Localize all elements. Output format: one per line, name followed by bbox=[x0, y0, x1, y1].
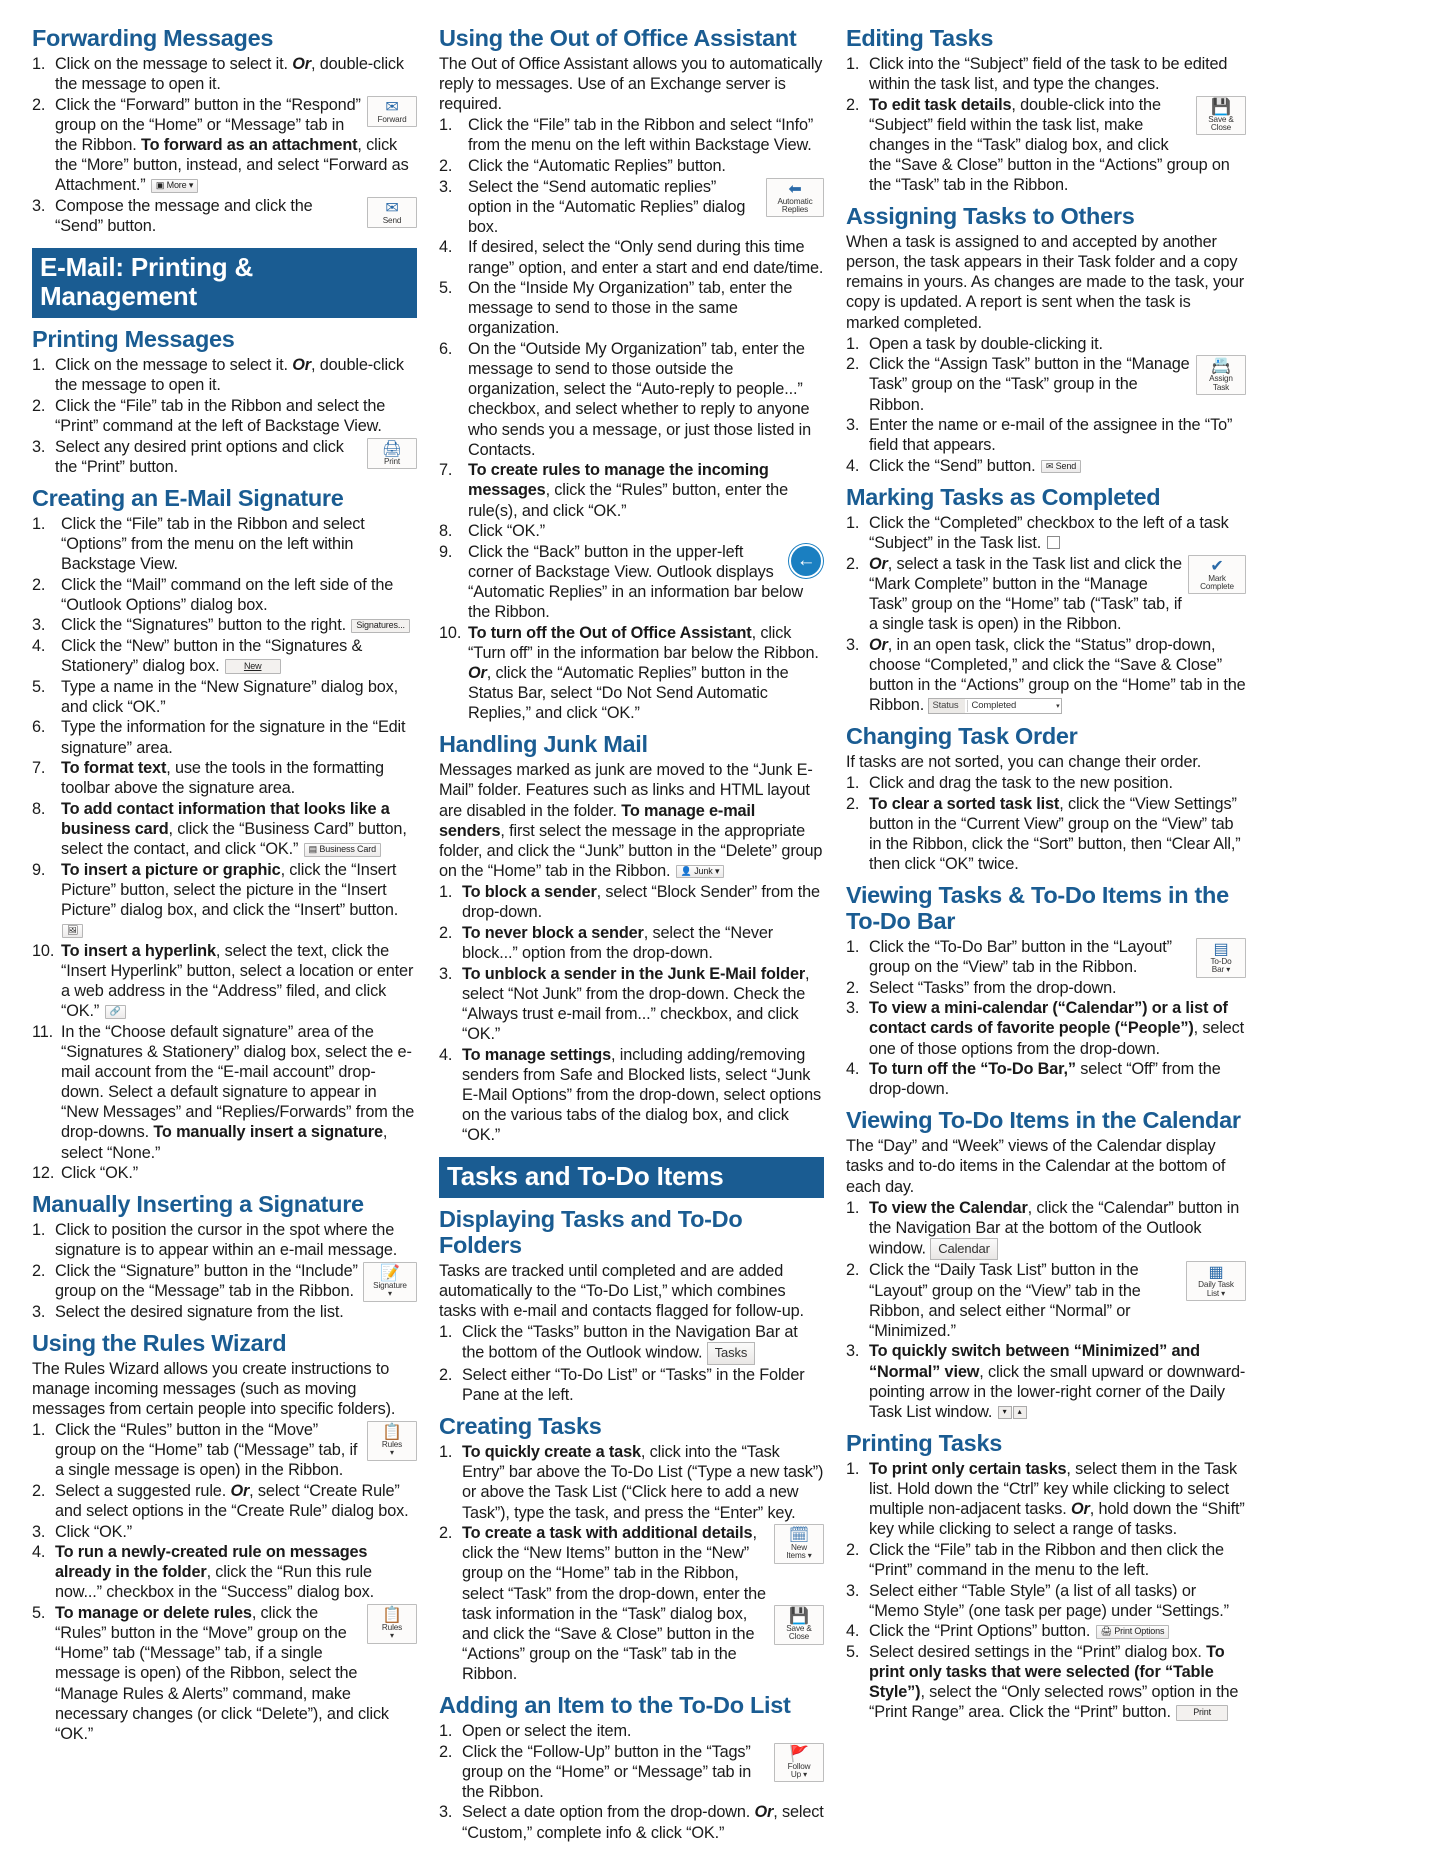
completed-checkbox-icon bbox=[1047, 536, 1060, 549]
list-item: ▤ To-Do Bar ▾ Click the “To-Do Bar” button in the “Layout” group on the “View” tab in the Ribbon. bbox=[846, 937, 1246, 977]
list-item: Open a task by double-clicking it. bbox=[869, 334, 1103, 353]
steps-editing-tasks bbox=[846, 54, 1246, 195]
print-button-icon: Print bbox=[1176, 1705, 1228, 1720]
list-item: ▦ Daily Task List ▾ Click the “Daily Task List” button in the “Layout” group on the “View” tab in the Ribbon, and select either “Normal” or “Minimized.” bbox=[846, 1260, 1246, 1341]
list-item: Click to position the cursor in the spot where the signature is to appear within an e-mail message. bbox=[55, 1221, 398, 1260]
list-item: ✉ Forward Click the “Forward” button in the “Respond” group on the “Home” or “Message” tab in the Ribbon. To forward as an attachment, click the “More” button, instead, and select “Forward as Attachment.” ▣ More ▾ bbox=[32, 95, 417, 196]
list-item: ⬅ Automatic Replies Select the “Send automatic replies” option in the “Automatic Replies” dialog box. bbox=[439, 177, 824, 237]
steps-manual-signature bbox=[32, 1220, 417, 1322]
list-item: ✔ Mark Complete Or, select a task in the Task list and click the “Mark Complete” button in the “Manage Task” group on the “Home” tab (“Task” tab, if a single task is open) in the Ribbon. bbox=[846, 554, 1246, 635]
column-right bbox=[846, 26, 1246, 1861]
list-item: Select desired settings in the “Print” dialog box. To print only tasks that were selected (for “Table Style”), select the “Only selected rows” option in the “Print Range” area. Click the “Print” button. Print bbox=[869, 1642, 1239, 1722]
list-item: Enter the name or e-mail of the assignee in the “To” field that appears. bbox=[869, 416, 1233, 455]
list-item: ✉ Send Compose the message and click the “Send” button. bbox=[32, 196, 417, 236]
column-left bbox=[32, 26, 417, 1861]
steps-rules-wizard bbox=[32, 1420, 417, 1744]
list-item: 📋 Rules ▾ Click the “Rules” button in the “Move” group on the “Home” tab (“Message” tab, if a single message is open) in the Ribbon. bbox=[32, 1420, 417, 1480]
list-item: To turn off the “To-Do Bar,” select “Off” from the drop-down. bbox=[869, 1060, 1221, 1099]
list-item: Click the “Automatic Replies” button. bbox=[468, 156, 726, 175]
list-item: ← Click the “Back” button in the upper-left corner of Backstage View. Outlook displays “Automatic Replies” in an information bar below the Ribbon. bbox=[439, 542, 824, 623]
section-heading-editing-tasks: Editing Tasks bbox=[846, 25, 994, 51]
steps-creating-signature bbox=[32, 514, 417, 1184]
list-item: To quickly create a task, click into the “Task Entry” bar above the To-Do List (“Type a new task”) or above the Task List (“Click here to add a new Task”), type the task, and press the “Enter” key. bbox=[462, 1443, 824, 1522]
section-heading-junk-mail: Handling Junk Mail bbox=[439, 731, 648, 758]
list-item: If desired, select the “Only send during this time range” option, and enter a start and end date/time. bbox=[468, 238, 824, 277]
list-item: To create rules to manage the incoming messages, click the “Rules” button, enter the rule(s), and click “OK.” bbox=[468, 461, 788, 520]
list-item: Click and drag the task to the new position. bbox=[869, 774, 1173, 793]
automatic-replies-button-icon: ⬅ Automatic Replies bbox=[766, 178, 824, 218]
list-item: To add contact information that looks like a business card, click the “Business Card” button, select the contact, and click “OK.” ▤ Business Card bbox=[61, 799, 407, 859]
daily-task-list-button-icon: ▦ Daily Task List ▾ bbox=[1186, 1261, 1246, 1301]
list-item: Click the “File” tab in the Ribbon and select “Options” from the menu on the left within Backstage View. bbox=[61, 514, 365, 573]
list-item: Click the “Signatures” button to the right. Signatures... bbox=[32, 615, 417, 635]
list-item: Click on the message to select it. Or, double-click the message to open it. bbox=[55, 356, 404, 395]
steps-out-of-office bbox=[439, 115, 824, 723]
more-button-icon: ▣ More ▾ bbox=[151, 179, 198, 192]
list-item: To insert a hyperlink, select the text, click the “Insert Hyperlink” button, select a location or enter a web address in the “Address” filed, and click “OK.” 🔗 bbox=[61, 941, 414, 1021]
back-arrow-icon: ← bbox=[788, 544, 824, 578]
list-item: Click the “New” button in the “Signatures & Stationery” dialog box. New bbox=[61, 636, 363, 675]
steps-forwarding-messages bbox=[32, 54, 417, 236]
list-item: To unblock a sender in the Junk E-Mail folder, select “Not Junk” from the drop-down. Check the “Always trust e-mail from...” checkbox, and click “OK.” bbox=[462, 964, 810, 1043]
section-heading-printing-messages: Printing Messages bbox=[32, 326, 235, 353]
list-item: Click the “File” tab in the Ribbon and select the “Print” command at the left of Backstage View. bbox=[55, 396, 386, 435]
rules-button-icon-2: 📋 Rules ▾ bbox=[367, 1604, 417, 1644]
section-heading-rules-wizard: Using the Rules Wizard bbox=[32, 1329, 287, 1356]
steps-printing-messages bbox=[32, 355, 417, 477]
send-button-icon: ✉ Send bbox=[367, 197, 417, 228]
expand-collapse-arrows-icon: ▾ ▴ bbox=[997, 1406, 1027, 1419]
section-heading-printing-tasks: Printing Tasks bbox=[846, 1429, 1002, 1456]
list-item: Select either “Table Style” (a list of all tasks) or “Memo Style” (one task per page) under “Settings.” bbox=[869, 1581, 1229, 1620]
list-item: To print only certain tasks, select them in the Task list. Hold down the “Ctrl” key while clicking to select multiple non-adjacent tasks. Or, hold down the “Shift” key while clicking to select a range of tasks. bbox=[869, 1459, 1245, 1539]
mark-complete-button-icon: ✔ Mark Complete bbox=[1188, 555, 1246, 595]
tasks-button: Tasks bbox=[707, 1342, 755, 1364]
list-item: Click the “Print Options” button. 🖨 Print Options bbox=[846, 1621, 1246, 1641]
business-card-button-icon: ▤ Business Card bbox=[304, 843, 381, 856]
list-item: 🗓 New Items ▾ 💾 Save & Close To create a task with additional details, click the “New Items” button in the “New” group on the “Home” tab in the Ribbon, select “Task” from the drop-down, enter the task information in the “Task” dialog box, and click the “Save & Close” button in the “Actions” group on the “Task” tab in the Ribbon. bbox=[439, 1523, 824, 1684]
section-heading-out-of-office: Using the Out of Office Assistant bbox=[439, 25, 797, 51]
steps-changing-task-order bbox=[846, 773, 1246, 874]
section-heading-marking-completed: Marking Tasks as Completed bbox=[846, 484, 1161, 511]
list-item: To quickly switch between “Minimized” and “Normal” view, click the small upward or downward-pointing arrow in the lower-right corner of the Daily Task List window. ▾ ▴ bbox=[869, 1342, 1246, 1421]
list-item: Or, in an open task, click the “Status” drop-down, choose “Completed,” and click the “Save & Close” button in the “Actions” group on the “Home” tab in the Ribbon. Status Completed ▾ bbox=[869, 635, 1246, 715]
list-item: Click the “Completed” checkbox to the left of a task “Subject” in the Task list. bbox=[869, 513, 1229, 553]
section-heading-displaying-tasks: Displaying Tasks and To-Do Folders bbox=[439, 1206, 743, 1259]
list-item: To view the Calendar, click the “Calendar” button in the Navigation Bar at the bottom of the Outlook window. Calendar bbox=[846, 1198, 1246, 1260]
intro-junk-mail: Messages marked as junk are moved to the “Junk E-Mail” folder. Features such as links and HTML layout are disabled in the folder. To manage e-mail senders, first select the message in the appropriate folder, and click the “Junk” button in the “Delete” group on the “Home” tab in the Ribbon. 👤 Junk ▾ bbox=[439, 761, 823, 880]
intro-rules-wizard: The Rules Wizard allows you create instructions to manage incoming messages (such as moving messages from certain people into specific folders). bbox=[32, 1359, 396, 1418]
column-middle bbox=[439, 26, 824, 1861]
intro-displaying-tasks: Tasks are tracked until completed and are added automatically to the “To-Do List,” which combines tasks with e-mail and contacts flagged for follow-up. bbox=[439, 1261, 804, 1321]
section-heading-viewing-calendar: Viewing To-Do Items in the Calendar bbox=[846, 1107, 1241, 1134]
send-button-icon: ✉ Send bbox=[1041, 460, 1081, 473]
list-item: Click the “File” tab in the Ribbon and then click the “Print” command in the menu to the left. bbox=[869, 1540, 1224, 1579]
status-dropdown: Status Completed ▾ bbox=[928, 698, 1062, 714]
insert-hyperlink-icon: 🔗 bbox=[105, 1005, 126, 1018]
section-heading-creating-tasks: Creating Tasks bbox=[439, 1413, 602, 1440]
section-heading-creating-signature: Creating an E-Mail Signature bbox=[32, 484, 344, 511]
print-options-button-icon: 🖨 Print Options bbox=[1096, 1625, 1170, 1638]
steps-viewing-todo-bar bbox=[846, 937, 1246, 1100]
assign-task-button-icon: 📇 Assign Task bbox=[1196, 355, 1246, 395]
section-heading-manual-signature: Manually Inserting a Signature bbox=[32, 1191, 364, 1218]
list-item: Select “Tasks” from the drop-down. bbox=[869, 978, 1117, 997]
steps-junk-mail bbox=[439, 882, 824, 1145]
section-heading-viewing-todo-bar: Viewing Tasks & To-Do Items in the To-Do Bar bbox=[846, 882, 1229, 935]
list-item: Click “OK.” bbox=[61, 1164, 139, 1183]
signature-button-icon: 📝 Signature ▾ bbox=[363, 1262, 417, 1302]
print-button-icon: 🖨 Print bbox=[367, 438, 417, 469]
intro-viewing-calendar: The “Day” and “Week” views of the Calendar display tasks and to-do items in the Calendar at the bottom of each day. bbox=[846, 1137, 1226, 1196]
list-item: 📇 Assign Task Click the “Assign Task” button in the “Manage Task” group on the “Task” group in the Ribbon. bbox=[846, 354, 1246, 414]
section-heading-assigning-tasks: Assigning Tasks to Others bbox=[846, 203, 1135, 230]
save-close-button-icon: 💾 Save & Close bbox=[1196, 96, 1246, 136]
list-item: 🚩 Follow Up ▾ Click the “Follow-Up” button in the “Tags” group on the “Home” or “Message” tab in the Ribbon. bbox=[439, 1742, 824, 1802]
section-heading-adding-todo-item: Adding an Item to the To-Do List bbox=[439, 1692, 791, 1719]
junk-button-icon: 👤 Junk ▾ bbox=[676, 865, 725, 878]
list-item: To never block a sender, select the “Never block...” option from the drop-down. bbox=[462, 923, 774, 962]
steps-adding-todo-item bbox=[439, 1721, 824, 1843]
section-heading-changing-task-order: Changing Task Order bbox=[846, 723, 1078, 750]
steps-viewing-calendar bbox=[846, 1198, 1246, 1422]
list-item: 📋 Rules ▾ To manage or delete rules, click the “Rules” button in the “Move” group on the “Home” tab (“Message” tab, if a single message is open) of the Ribbon, select the “Manage Rules & Alerts” command, make necessary changes (or click “Delete”), and click “OK.” bbox=[32, 1603, 417, 1744]
list-item: To turn off the Out of Office Assistant, click “Turn off” in the information bar below the Ribbon. Or, click the “Automatic Replies” button in the Status Bar, select “Do Not Send Automatic Replies,” and click “OK.” bbox=[468, 623, 819, 723]
list-item: Click the “Mail” command on the left side of the “Outlook Options” dialog box. bbox=[61, 575, 394, 614]
list-item: To block a sender, select “Block Sender” from the drop-down. bbox=[462, 883, 820, 922]
list-item: Click into the “Subject” field of the task to be edited within the task list, and type the changes. bbox=[869, 54, 1228, 93]
intro-assigning-tasks: When a task is assigned to and accepted by another person, the task appears in their Task folder and a copy remains in yours. As changes are made to the task, your copy is updated. A report is sent when the task is marked completed. bbox=[846, 233, 1245, 332]
list-item: Click the “File” tab in the Ribbon and select “Info” from the menu on the left within Backstage View. bbox=[468, 116, 814, 155]
list-item: Open or select the item. bbox=[462, 1721, 632, 1740]
steps-printing-tasks bbox=[846, 1459, 1246, 1723]
intro-out-of-office: The Out of Office Assistant allows you to automatically reply to messages. Use of an Exchange server is required. bbox=[439, 54, 823, 114]
list-item: On the “Inside My Organization” tab, enter the message to send to those in the same organization. bbox=[468, 279, 793, 338]
steps-assigning-tasks bbox=[846, 334, 1246, 476]
section-heading-forwarding-messages: Forwarding Messages bbox=[32, 25, 274, 51]
intro-changing-task-order: If tasks are not sorted, you can change their order. bbox=[846, 753, 1202, 771]
follow-up-button-icon: 🚩 Follow Up ▾ bbox=[774, 1743, 824, 1783]
new-button-icon: New bbox=[225, 659, 281, 674]
list-item: To view a mini-calendar (“Calendar”) or a list of contact cards of favorite people (“People”), select one of those options from the drop-down. bbox=[869, 999, 1245, 1058]
list-item: To format text, use the tools in the formatting toolbar above the signature area. bbox=[61, 759, 384, 798]
list-item: To manage settings, including adding/removing senders from Safe and Blocked lists, select “Junk E-Mail Options” from the drop-down, select options on the various tabs of the dialog box, and click “OK.” bbox=[462, 1045, 821, 1145]
band-email-printing-management: E-Mail: Printing & Management bbox=[32, 248, 417, 318]
list-item: In the “Choose default signature” area of the “Signatures & Stationery” dialog box, select the e-mail account from the “E-mail account” drop-down. Select a default signature to appear in “New Messages” and “Replies/Forwards” from the drop-downs. To manually insert a signature, select “None.” bbox=[61, 1022, 415, 1162]
steps-creating-tasks bbox=[439, 1442, 824, 1684]
insert-picture-icon: 🖼 bbox=[62, 924, 83, 937]
new-items-button-icon: 🗓 New Items ▾ bbox=[774, 1524, 824, 1564]
list-item: To clear a sorted task list, click the “View Settings” button in the “Current View” group on the “View” tab in the Ribbon, click the “Sort” button, then “Clear All,” then click “OK” twice. bbox=[869, 794, 1241, 874]
list-item: To run a newly-created rule on messages already in the folder, click the “Run this rule now...” checkbox in the “Success” dialog box. bbox=[55, 1543, 375, 1602]
list-item: Select either “To-Do List” or “Tasks” in the Folder Pane at the left. bbox=[462, 1366, 805, 1405]
list-item: 🖨 Print Select any desired print options and click the “Print” button. bbox=[32, 437, 417, 477]
todo-bar-button-icon: ▤ To-Do Bar ▾ bbox=[1196, 938, 1246, 978]
list-item: Select a suggested rule. Or, select “Create Rule” and select options in the “Create Rule” dialog box. bbox=[55, 1481, 409, 1520]
steps-displaying-tasks bbox=[439, 1322, 824, 1405]
list-item: On the “Outside My Organization” tab, enter the message to send to those outside the organization, select the “Auto-reply to people...” checkbox, and select whether to reply to anyone who sends you a message, or just those listed in Contacts. bbox=[468, 340, 812, 459]
list-item: Type a name in the “New Signature” dialog box, and click “OK.” bbox=[61, 677, 399, 716]
steps-marking-completed bbox=[846, 513, 1246, 715]
list-item: Select a date option from the drop-down. Or, select “Custom,” complete info & click “OK.” bbox=[462, 1803, 824, 1842]
list-item: Click the “Send” button. ✉ Send bbox=[846, 456, 1246, 476]
list-item: Type the information for the signature in the “Edit signature” area. bbox=[61, 718, 406, 757]
calendar-button: Calendar bbox=[930, 1238, 998, 1260]
band-tasks-and-todo-items: Tasks and To-Do Items bbox=[439, 1157, 824, 1198]
save-close-button-icon: 💾 Save & Close bbox=[774, 1605, 824, 1645]
list-item: 💾 Save & Close To edit task details, double-click into the “Subject” field within the task list, make changes in the “Task” dialog box, and click the “Save & Close” button in the “Actions” group on the “Task” tab in the Ribbon. bbox=[846, 95, 1246, 196]
list-item: Click “OK.” bbox=[468, 522, 546, 541]
signatures-button-icon: Signatures... bbox=[351, 619, 410, 632]
list-item: To insert a picture or graphic, click the “Insert Picture” button, select the picture in the “Insert Picture” dialog box, and click the “Insert” button. 🖼 bbox=[32, 860, 417, 941]
rules-button-icon: 📋 Rules ▾ bbox=[367, 1421, 417, 1461]
forward-button-icon: ✉ Forward bbox=[367, 96, 417, 127]
list-item: Click “OK.” bbox=[55, 1522, 133, 1541]
list-item: Click on the message to select it. Or, double-click the message to open it. bbox=[55, 54, 404, 93]
list-item: Click the “Tasks” button in the Navigation Bar at the bottom of the Outlook window. Tasks bbox=[439, 1322, 824, 1364]
list-item: 📝 Signature ▾ Click the “Signature” button in the “Include” group on the “Message” tab in the Ribbon. bbox=[32, 1261, 417, 1301]
list-item: Select the desired signature from the list. bbox=[55, 1302, 344, 1321]
